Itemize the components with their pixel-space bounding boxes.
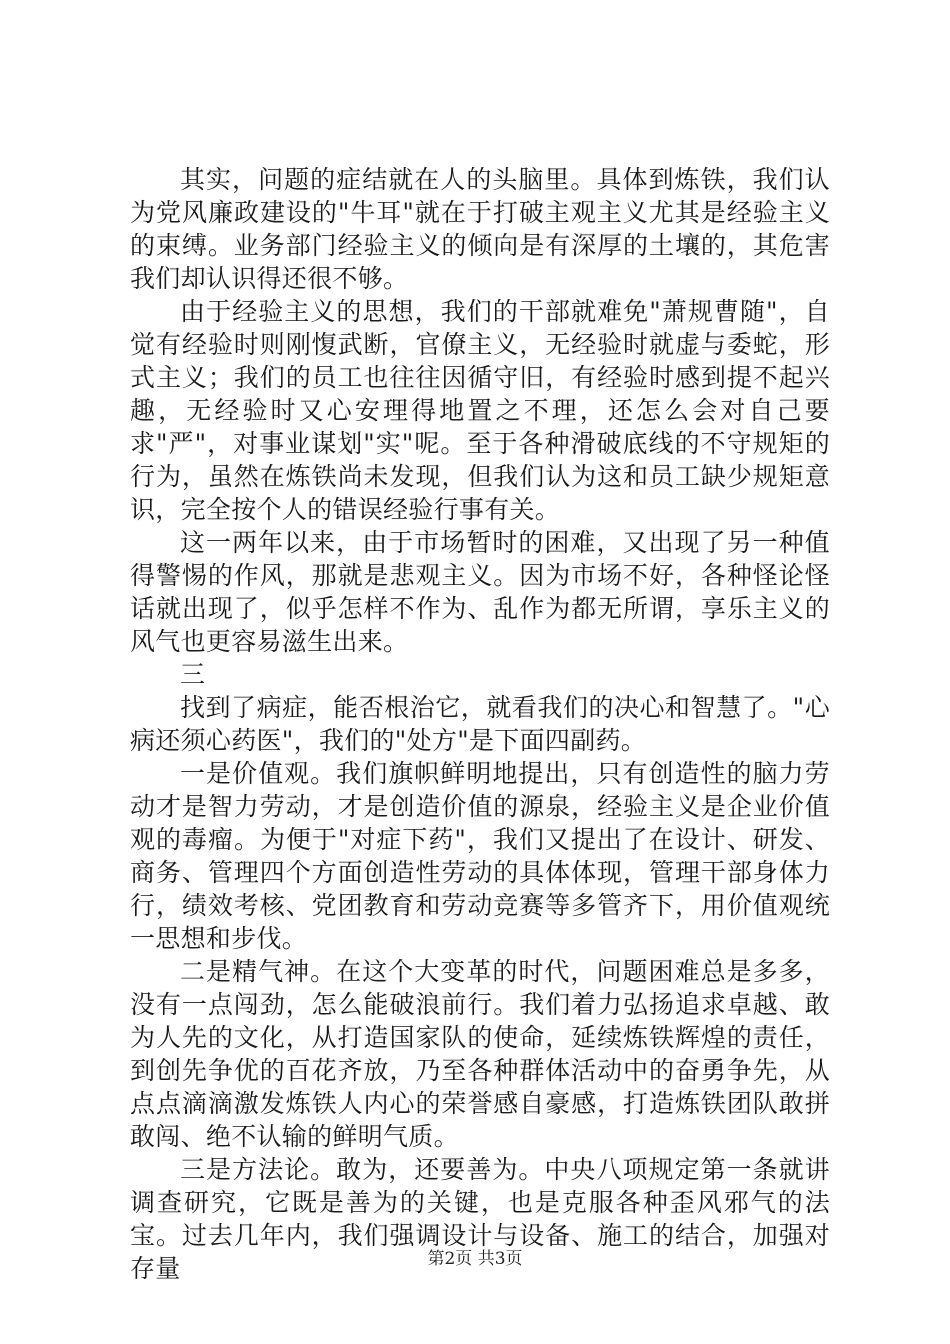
section-heading: 三 (180, 660, 206, 689)
page-footer: 第2页 共3页 (427, 1249, 523, 1269)
paragraph-1: 其实，问题的症结就在人的头脑里。具体到炼铁，我们认为党风廉政建设的"牛耳"就在于打破主观主义尤其是经验主义的束缚。业务部门经验主义的倾向是有深厚的土壤的，其危害我们却认识得还很不够。 (130, 165, 830, 293)
paragraph-2: 由于经验主义的思想，我们的干部就难免"萧规曹随"，自觉有经验时则刚愎武断，官僚主义，无经验时就虚与委蛇，形式主义；我们的员工也往往因循守旧，有经验时感到提不起兴趣，无经验时又心安理得地置之不理，还怎么会对自己要求"严"，对事业谋划"实"呢。至于各种滑破底线的不守规矩的行为，虽然在炼铁尚未发现，但我们认为这和员工缺少规矩意识，完全按个人的错误经验行事有关。 (130, 297, 830, 524)
paragraph-4: 找到了病症，能否根治它，就看我们的决心和智慧了。"心病还须心药医"，我们的"处方"是下面四副药。 (130, 693, 830, 755)
document-body (130, 163, 830, 1285)
paragraph-6: 二是精气神。在这个大变革的时代，问题困难总是多多，没有一点闯劲，怎么能破浪前行。我们着力弘扬追求卓越、敢为人先的文化，从打造国家队的使命，延续炼铁辉煌的责任，到创先争优的百花齐放，乃至各种群体活动中的奋勇争先，从点点滴滴激发炼铁人内心的荣誉感自豪感，打造炼铁团队敢拼敢闯、绝不认输的鲜明气质。 (130, 957, 830, 1151)
paragraph-3: 这一两年以来，由于市场暂时的困难，又出现了另一种值得警惕的作风，那就是悲观主义。因为市场不好，各种怪论怪话就出现了，似乎怎样不作为、乱作为都无所谓，享乐主义的风气也更容易滋生出来。 (130, 528, 830, 656)
paragraph-7: 三是方法论。敢为，还要善为。中央八项规定第一条就讲调查研究，它既是善为的关键，也是克服各种歪风邪气的法宝。过去几年内，我们强调设计与设备、施工的结合，加强对存量 (130, 1155, 830, 1283)
paragraph-5: 一是价值观。我们旗帜鲜明地提出，只有创造性的脑力劳动才是智力劳动，才是创造价值的源泉，经验主义是企业价值观的毒瘤。为便于"对症下药"，我们又提出了在设计、研发、商务、管理四个方面创造性劳动的具体体现，管理干部身体力行，绩效考核、党团教育和劳动竞赛等多管齐下，用价值观统一思想和步伐。 (130, 759, 830, 953)
